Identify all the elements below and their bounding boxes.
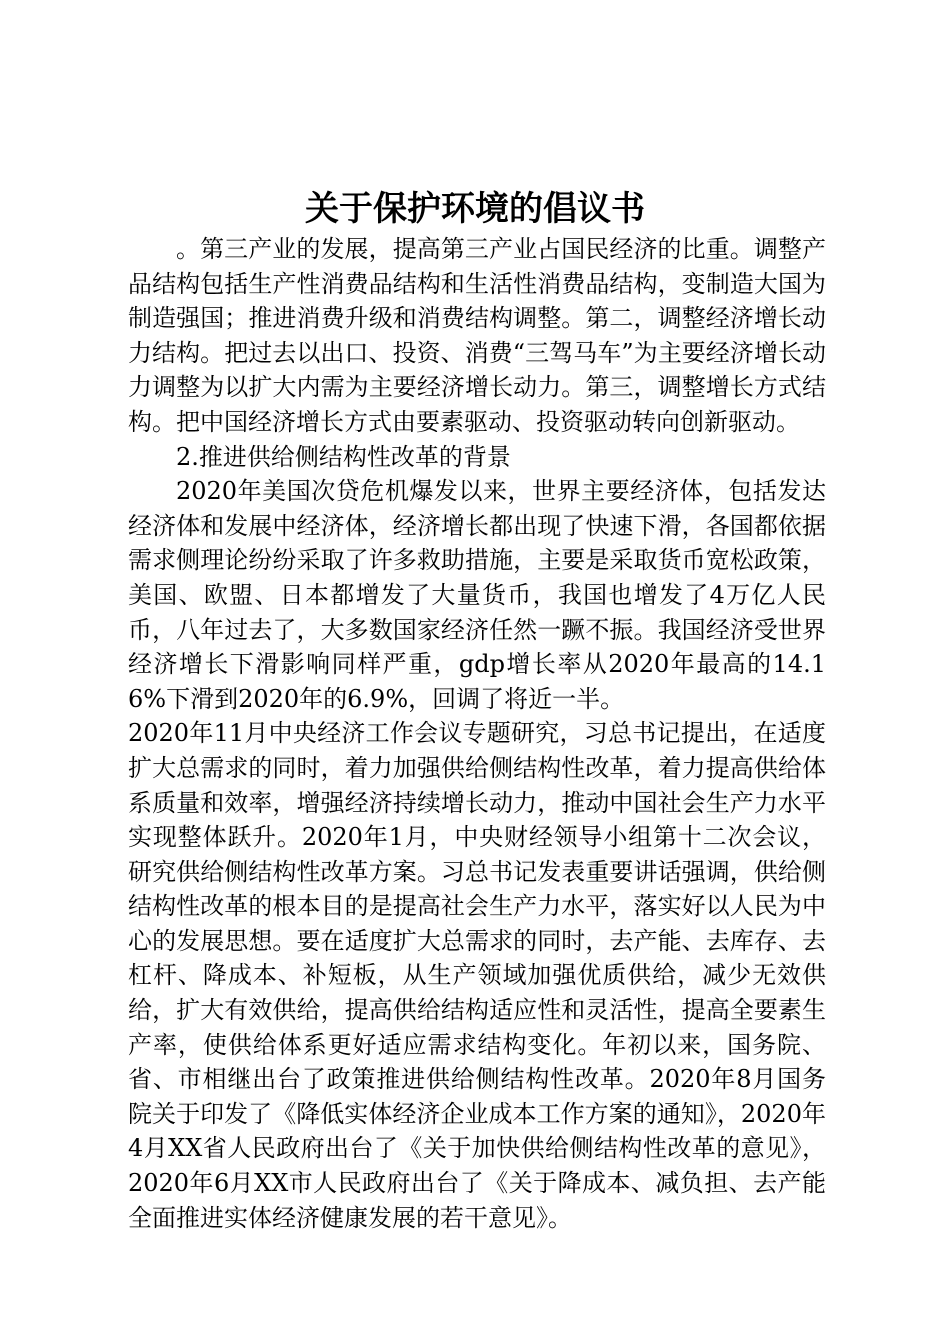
section-heading-background: 2.推进供给侧结构性改革的背景: [176, 442, 511, 471]
document-body: [128, 232, 826, 1235]
paragraph-policy-reform: 2020年11月中央经济工作会议专题研究，习总书记提出，在适度扩大总需求的同时，着力加强供给侧结构性改革，着力提高供给体系质量和效率，增强经济持续增长动力，推动中国社会生产力水平实现整体跃升。2020年1月，中央财经领导小组第十二次会议，研究供给侧结构性改革方案。习总书记发表重要讲话强调，供给侧结构性改革的根本目的是提高社会生产力水平，落实好以人民为中心的发展思想。要在适度扩大总需求的同时，去产能、去库存、去杠杆、降成本、补短板，从生产领域加强优质供给，减少无效供给，扩大有效供给，提高供给结构适应性和灵活性，提高全要素生产率，使供给体系更好适应需求结构变化。年初以来，国务院、省、市相继出台了政策推进供给侧结构性改革。2020年8月国务院关于印发了《降低实体经济企业成本工作方案的通知》，2020年4月XX省人民政府出台了《关于加快供给侧结构性改革的意见》，2020年6月XX市人民政府出台了《关于降成本、减负担、去产能全面推进实体经济健康发展的若干意见》。: [128, 719, 826, 1232]
paragraph-industry-structure: 。第三产业的发展，提高第三产业占国民经济的比重。调整产品结构包括生产性消费品结构和生活性消费品结构，变制造大国为制造强国；推进消费升级和消费结构调整。第二，调整经济增长动力结构。把过去以出口、投资、消费“三驾马车”为主要经济增长动力调整为以扩大内需为主要经济增长动力。第三，调整增长方式结构。把中国经济增长方式由要素驱动、投资驱动转向创新驱动。: [128, 235, 826, 436]
document-title: 关于保护环境的倡议书: [305, 189, 645, 229]
paragraph-crisis-background: 2020年美国次贷危机爆发以来，世界主要经济体，包括发达经济体和发展中经济体，经济增长都出现了快速下滑，各国都依据需求侧理论纷纷采取了许多救助措施，主要是采取货币宽松政策，美国、欧盟、日本都增发了大量货币，我国也增发了4万亿人民币，八年过去了，大多数国家经济任然一蹶不振。我国经济受世界经济增长下滑影响同样严重，gdp增长率从2020年最高的14.16%下滑到2020年的6.9%，回调了将近一半。: [128, 477, 826, 713]
